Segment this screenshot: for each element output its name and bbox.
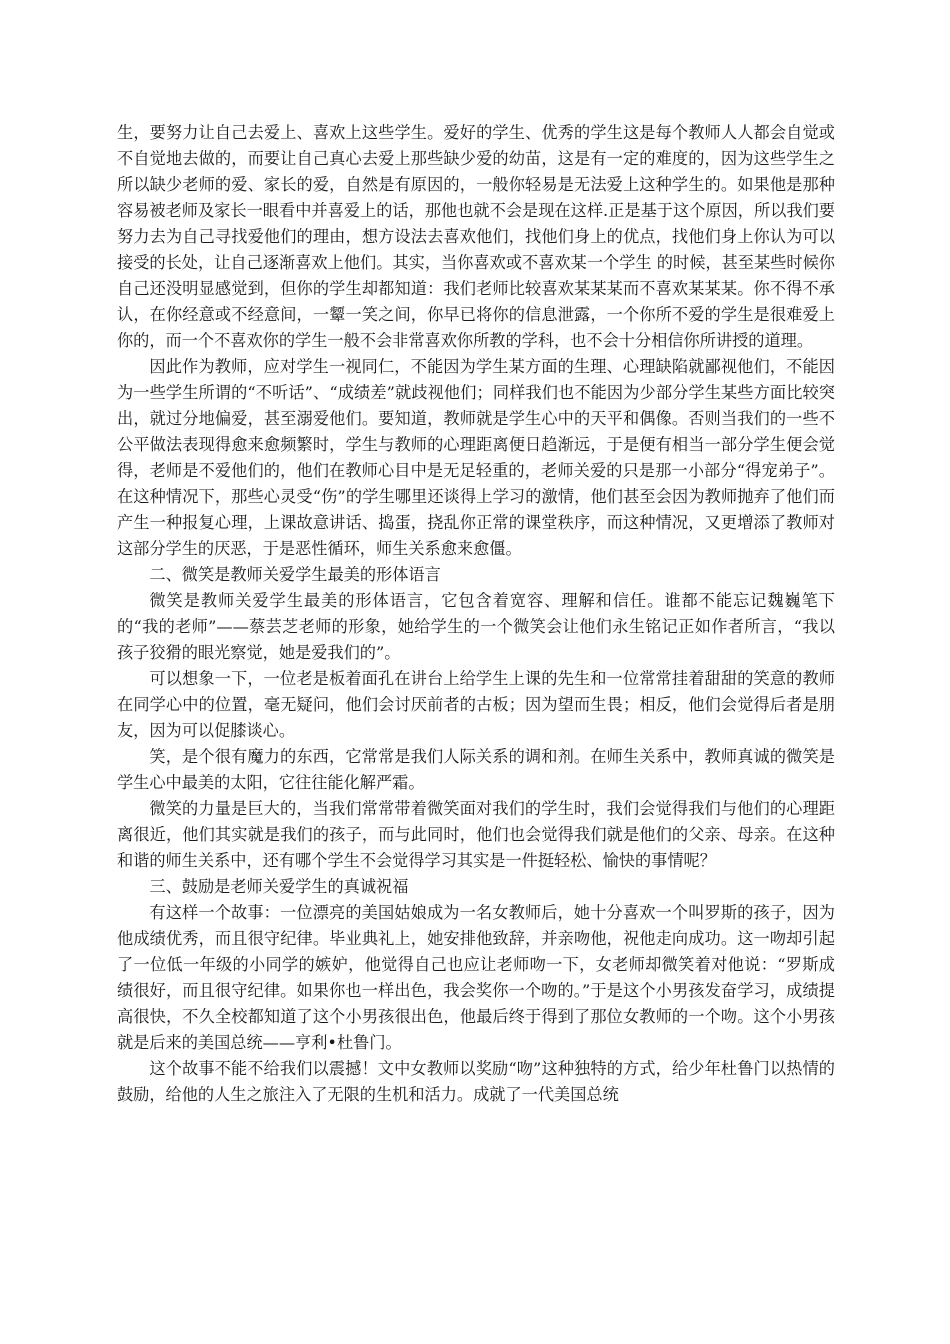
paragraph-8: 这个故事不能不给我们以震撼！文中女教师以奖励“吻”这种独特的方式，给少年杜鲁门以热情的鼓励，给他的人生之旅注入了无限的生机和活力。成就了一代美国总统	[117, 1059, 835, 1104]
section-heading-2: 二、微笑是教师关爱学生最美的形体语言	[149, 565, 441, 584]
paragraph-6: 微笑的力量是巨大的，当我们常常带着微笑面对我们的学生时，我们会觉得我们与他们的心理距离很近，他们其实就是我们的孩子，而与此同时，他们也会觉得我们就是他们的父亲、母亲。在这种和谐的师生关系中，还有哪个学生不会觉得学习其实是一件挺轻松、愉快的事情呢？	[117, 799, 835, 870]
paragraph-5: 笑，是个很有魔力的东西，它常常是我们人际关系的调和剂。在师生关系中，教师真诚的微笑是学生心中最美的太阳，它往往能化解严霜。	[117, 747, 835, 792]
section-heading-3: 三、鼓励是老师关爱学生的真诚祝福	[149, 877, 409, 896]
paragraph-3: 微笑是教师关爱学生最美的形体语言，它包含着宽容、理解和信任。谁都不能忘记魏巍笔下的“我的老师”——蔡芸芝老师的形象，她给学生的一个微笑会让他们永生铭记正如作者所言，“我以孩子狡猾的眼光察觉，她是爱我们的”。	[117, 591, 835, 662]
paragraph-4: 可以想象一下，一位老是板着面孔在讲台上给学生上课的先生和一位常常挂着甜甜的笑意的教师在同学心中的位置，毫无疑问，他们会讨厌前者的古板；因为望而生畏；相反，他们会觉得后者是朋友，因为可以促膝谈心。	[117, 669, 835, 740]
document-page	[117, 120, 835, 1108]
paragraph-7: 有这样一个故事：一位漂亮的美国姑娘成为一名女教师后，她十分喜欢一个叫罗斯的孩子，因为他成绩优秀，而且很守纪律。毕业典礼上，她安排他致辞，并亲吻他，祝他走向成功。这一吻却引起了一位低一年级的小同学的嫉妒，他觉得自己也应让老师吻一下，女老师却微笑着对他说：“罗斯成绩很好，而且很守纪律。如果你也一样出色，我会奖你一个吻的。”于是这个小男孩发奋学习，成绩提高很快，不久全校都知道了这个小男孩很出色，他最后终于得到了那位女教师的一个吻。这个小男孩就是后来的美国总统——亨利•杜鲁门。	[117, 903, 835, 1052]
paragraph-1: 生，要努力让自己去爱上、喜欢上这些学生。爱好的学生、优秀的学生这是每个教师人人都会自觉或不自觉地去做的，而要让自己真心去爱上那些缺少爱的幼苗，这是有一定的难度的，因为这些学生之所以缺少老师的爱、家长的爱，自然是有原因的，一般你轻易是无法爱上这种学生的。如果他是那种容易被老师及家长一眼看中并喜爱上的话，那他也就不会是现在这样.正是基于这个原因，所以我们要努力去为自己寻找爱他们的理由，想方设法去喜欢他们，找他们身上的优点，找他们身上你认为可以接受的长处，让自己逐渐喜欢上他们。其实，当你喜欢或不喜欢某一个学生 的时候，甚至某些时候你自己还没明显感觉到，但你的学生却都知道：我们老师比较喜欢某某某而不喜欢某某某。你不得不承认，在你经意或不经意间，一颦一笑之间，你早已将你的信息泄露，一个你所不爱的学生是很难爱上你的，而一个不喜欢你的学生一般不会非常喜欢你所教的学科，也不会十分相信你所讲授的道理。	[117, 123, 835, 350]
paragraph-2: 因此作为教师，应对学生一视同仁，不能因为学生某方面的生理、心理缺陷就鄙视他们，不能因为一些学生所谓的“不听话”、“成绩差”就歧视他们；同样我们也不能因为少部分学生某些方面比较突出，就过分地偏爱，甚至溺爱他们。要知道，教师就是学生心中的天平和偶像。否则当我们的一些不公平做法表现得愈来愈频繁时，学生与教师的心理距离便日趋渐远，于是便有相当一部分学生便会觉得，老师是不爱他们的，他们在教师心目中是无足轻重的，老师关爱的只是那一小部分“得宠弟子”。在这种情况下，那些心灵受“伤”的学生哪里还谈得上学习的激情，他们甚至会因为教师抛弃了他们而产生一种报复心理，上课故意讲话、捣蛋，挠乱你正常的课堂秩序，而这种情况，又更增添了教师对这部分学生的厌恶，于是恶性循环，师生关系愈来愈僵。	[117, 357, 835, 558]
